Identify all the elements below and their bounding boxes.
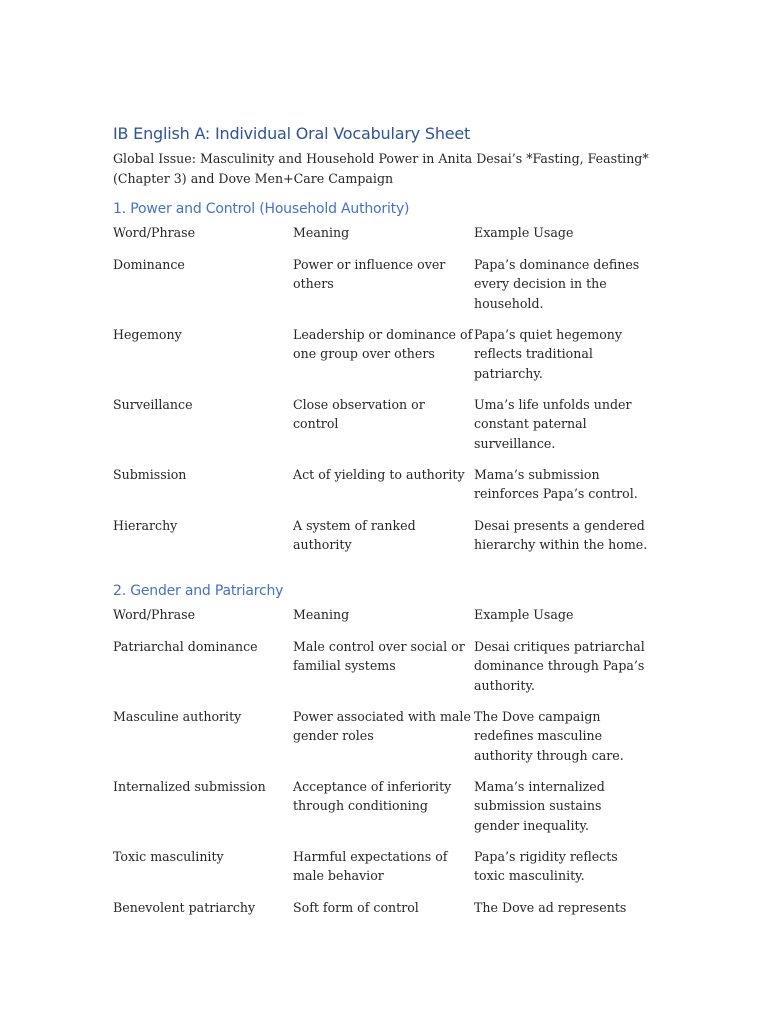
example-cell: Mama’s submission reinforces Papa’s control. bbox=[474, 467, 638, 502]
example-cell: Mama’s internalized submission sustains gender inequality. bbox=[474, 779, 605, 833]
word-cell: Hierarchy bbox=[113, 518, 178, 533]
table-header-row bbox=[113, 605, 673, 637]
example-cell: Papa’s rigidity reflects toxic masculinity. bbox=[474, 849, 618, 884]
word-cell: Internalized submission bbox=[113, 779, 266, 794]
word-cell: Submission bbox=[113, 467, 187, 482]
example-cell: The Dove campaign redefines masculine authority through care. bbox=[474, 709, 624, 763]
section-heading: 1. Power and Control (Household Authority) bbox=[113, 201, 410, 217]
meaning-cell: Act of yielding to authority bbox=[293, 467, 465, 482]
table-row bbox=[113, 465, 673, 516]
example-cell: Papa’s dominance defines every decision in the household. bbox=[474, 257, 640, 311]
word-cell: Hegemony bbox=[113, 327, 182, 342]
example-cell: The Dove ad represents bbox=[474, 900, 627, 915]
section-heading: 2. Gender and Patriarchy bbox=[113, 583, 284, 599]
table-row bbox=[113, 777, 673, 847]
document-title: IB English A: Individual Oral Vocabulary Sheet bbox=[113, 124, 471, 143]
section-power-and-control bbox=[113, 201, 673, 567]
meaning-cell: Power or influence over others bbox=[293, 257, 446, 292]
section-gender-and-patriarchy bbox=[113, 583, 673, 949]
table-row bbox=[113, 255, 673, 325]
word-cell: Patriarchal dominance bbox=[113, 639, 258, 654]
column-header-meaning: Meaning bbox=[293, 225, 350, 240]
meaning-cell: A system of ranked authority bbox=[293, 518, 416, 553]
meaning-cell: Close observation or control bbox=[293, 397, 425, 432]
meaning-cell: Leadership or dominance of one group over others bbox=[293, 327, 473, 362]
table-row bbox=[113, 707, 673, 777]
table-row bbox=[113, 847, 673, 898]
table-row bbox=[113, 898, 673, 949]
word-cell: Dominance bbox=[113, 257, 185, 272]
meaning-cell: Harmful expectations of male behavior bbox=[293, 849, 448, 884]
meaning-cell: Male control over social or familial systems bbox=[293, 639, 465, 674]
meaning-cell: Power associated with male gender roles bbox=[293, 709, 471, 744]
word-cell: Benevolent patriarchy bbox=[113, 900, 256, 915]
meaning-cell: Acceptance of inferiority through conditioning bbox=[293, 779, 452, 814]
column-header-word: Word/Phrase bbox=[113, 607, 196, 622]
column-header-meaning: Meaning bbox=[293, 607, 350, 622]
example-cell: Desai critiques patriarchal dominance through Papa’s authority. bbox=[474, 639, 645, 693]
word-cell: Masculine authority bbox=[113, 709, 242, 724]
column-header-example: Example Usage bbox=[474, 607, 574, 622]
column-header-example: Example Usage bbox=[474, 225, 574, 240]
example-cell: Uma’s life unfolds under constant paternal surveillance. bbox=[474, 397, 632, 451]
table-row bbox=[113, 516, 673, 567]
example-cell: Papa’s quiet hegemony reflects traditional patriarchy. bbox=[474, 327, 623, 381]
table-header-row bbox=[113, 223, 673, 255]
table-row bbox=[113, 637, 673, 707]
table-row bbox=[113, 325, 673, 395]
word-cell: Toxic masculinity bbox=[113, 849, 224, 864]
table-row bbox=[113, 395, 673, 465]
column-header-word: Word/Phrase bbox=[113, 225, 196, 240]
word-cell: Surveillance bbox=[113, 397, 193, 412]
example-cell: Desai presents a gendered hierarchy within the home. bbox=[474, 518, 648, 553]
document-subtitle: Global Issue: Masculinity and Household Power in Anita Desai’s *Fasting, Feasting* (Chapter 3) and Dove Men+Care Campaign bbox=[113, 151, 649, 186]
meaning-cell: Soft form of control bbox=[293, 900, 419, 915]
